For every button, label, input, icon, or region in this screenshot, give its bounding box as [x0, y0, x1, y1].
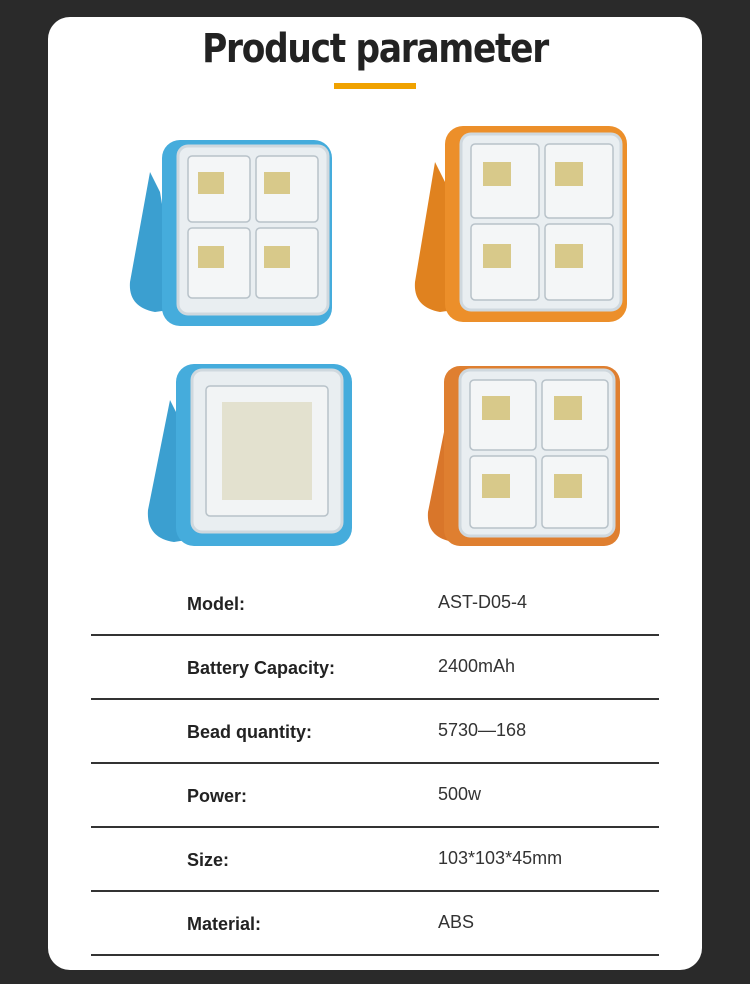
param-row-bead-quantity — [91, 700, 659, 764]
param-label: Power: — [187, 786, 248, 806]
product-image-blue-single-panel — [140, 360, 360, 550]
title-underline — [334, 83, 416, 89]
param-label: Bead quantity: — [187, 722, 313, 742]
product-image-orange-four-panel — [405, 122, 635, 332]
param-row-power — [91, 764, 659, 828]
param-value: 103*103*45mm — [438, 848, 563, 868]
param-label: Battery Capacity: — [187, 658, 336, 678]
param-row-size — [91, 828, 659, 892]
param-label: Size: — [187, 850, 230, 870]
param-label: Model: — [187, 594, 245, 614]
param-value: 5730—168 — [438, 720, 527, 740]
param-value: AST-D05-4 — [438, 592, 528, 612]
param-value: 500w — [438, 784, 482, 804]
param-label: Material: — [187, 914, 262, 934]
param-value: ABS — [438, 912, 475, 932]
parameter-table — [91, 572, 659, 956]
product-image-orange-four-panel-2 — [420, 362, 640, 552]
param-row-material — [91, 892, 659, 956]
param-row-model — [91, 572, 659, 636]
product-image-blue-four-panel — [120, 132, 340, 332]
param-value: 2400mAh — [438, 656, 516, 676]
param-row-battery — [91, 636, 659, 700]
page-title: Product parameter — [202, 26, 548, 72]
